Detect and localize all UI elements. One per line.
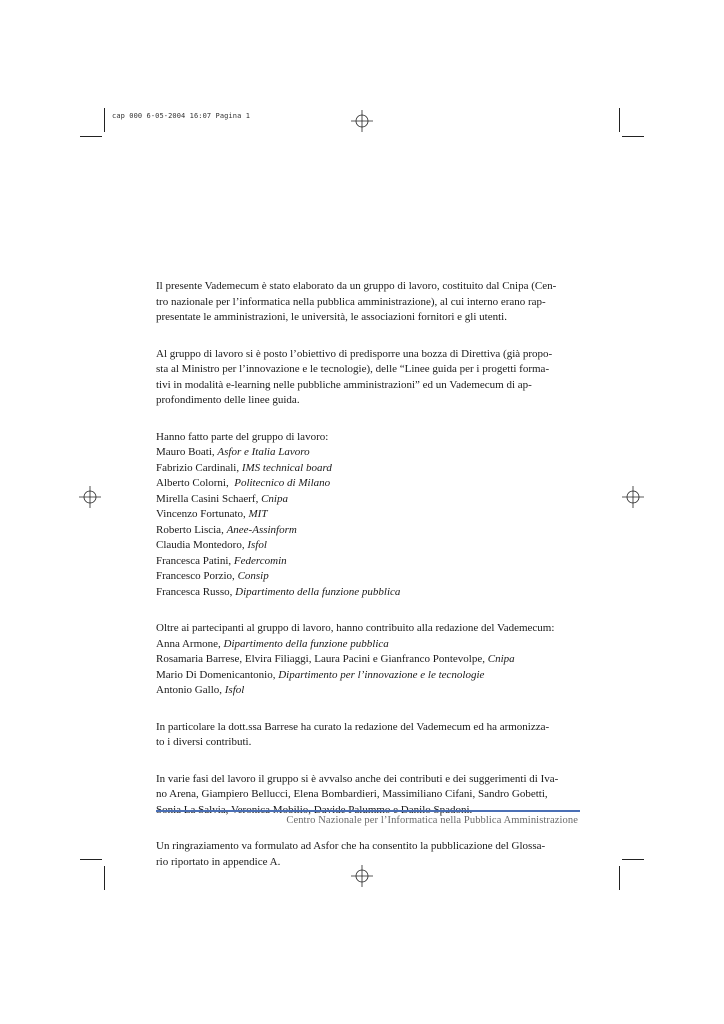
text-line: presentate le amministrazioni, le università, le associazioni fornitori e gli utenti.	[156, 311, 507, 323]
member-organization: Cnipa	[261, 492, 288, 505]
text-line: Il presente Vademecum è stato elaborato da un gruppo di lavoro, costituito dal Cnipa (Cen-	[156, 280, 557, 292]
text-line: no Arena, Giampiero Bellucci, Elena Bombardieri, Massimiliano Cifani, Sandro Gobetti,	[156, 788, 548, 800]
page-body	[156, 279, 580, 870]
crop-mark-bottom-left-horizontal	[80, 859, 102, 860]
member-organization: MIT	[248, 508, 268, 520]
footer-text: Centro Nazionale per l’Informatica nella Pubblica Amministrazione	[286, 815, 578, 826]
member-organization: Isfol	[247, 539, 267, 551]
text-line: In particolare la dott.ssa Barrese ha curato la redazione del Vademecum ed ha armonizza-	[156, 720, 550, 733]
text-line: rio riportato in appendice A.	[156, 855, 281, 868]
member-entry	[156, 585, 580, 601]
crop-mark-top-right-vertical	[619, 108, 620, 132]
text-line: Un ringraziamento va formulato ad Asfor che ha consentito la pubblicazione del Glossa-	[156, 840, 546, 852]
member-entry	[156, 538, 580, 554]
member-organization: Asfor e Italia Lavoro	[217, 446, 310, 458]
registration-mark-right-icon	[622, 486, 644, 508]
member-entry	[156, 461, 580, 477]
member-entry	[156, 476, 580, 492]
thanks-paragraph	[156, 839, 580, 870]
print-slug: cap 000 6-05-2004 16:07 Pagina 1	[112, 112, 251, 120]
member-name: Mirella Casini Schaerf,	[156, 492, 262, 505]
contributor-organization: Dipartimento della funzione pubblica	[223, 637, 389, 650]
member-entry	[156, 569, 580, 585]
contributor-name: Anna Armone,	[156, 637, 224, 650]
text-line: tivi in modalità e-learning nelle pubbliche amministrazioni” ed un Vademecum di ap-	[156, 378, 532, 391]
member-name: Roberto Liscia,	[156, 523, 227, 536]
member-organization: Dipartimento della funzione pubblica	[235, 585, 401, 598]
member-entry	[156, 507, 580, 523]
text-line: In varie fasi del lavoro il gruppo si è avvalso anche dei contributi e dei suggerimenti di Iva-	[156, 772, 559, 785]
contributor-organization: Dipartimento per l’innovazione e le tecnologie	[278, 668, 485, 681]
intro-paragraph	[156, 279, 580, 326]
member-entry	[156, 445, 580, 461]
crop-mark-top-right-horizontal	[622, 136, 644, 137]
member-organization: Anee-Assinform	[226, 523, 297, 536]
contributor-entry	[156, 683, 580, 699]
contributor-name: Mario Di Domenicantonio,	[156, 668, 279, 681]
contributor-name: Antonio Gallo,	[156, 684, 225, 696]
crop-mark-top-left-vertical	[104, 108, 105, 132]
member-name: Francesca Patini,	[156, 554, 234, 567]
member-entry	[156, 492, 580, 508]
member-name: Fabrizio Cardinali,	[156, 461, 242, 474]
member-organization: IMS technical board	[241, 461, 332, 474]
members-list	[156, 430, 580, 601]
text-line: to i diversi contributi.	[156, 736, 252, 748]
text-line: tro nazionale per l’informatica nella pubblica amministrazione), al cui interno erano rap-	[156, 295, 546, 308]
text-line: sta al Ministro per l’innovazione e le tecnologie), delle “Linee guida per i progetti forma-	[156, 363, 550, 375]
crop-mark-top-left-horizontal	[80, 136, 102, 137]
member-name: Francesco Porzio,	[156, 570, 238, 582]
contributor-organization: Isfol	[224, 684, 245, 696]
contributors-intro: Oltre ai partecipanti al gruppo di lavoro, hanno contribuito alla redazione del Vademecum:	[156, 622, 555, 634]
contributor-name: Rosamaria Barrese, Elvira Filiaggi, Laura Pacini e Gianfranco Pontevolpe,	[156, 653, 488, 665]
contributor-entry	[156, 637, 580, 653]
member-organization: Consip	[237, 570, 269, 582]
crop-mark-bottom-right-horizontal	[622, 859, 644, 860]
member-name: Mauro Boati,	[156, 446, 218, 458]
footer-rule	[156, 810, 580, 812]
member-name: Claudia Montedoro,	[156, 539, 248, 551]
members-intro: Hanno fatto parte del gruppo di lavoro:	[156, 430, 329, 443]
contributor-entry	[156, 668, 580, 684]
member-entry	[156, 554, 580, 570]
contributors-list	[156, 621, 580, 699]
member-name: Vincenzo Fortunato,	[156, 508, 249, 520]
member-organization: Federcomin	[233, 554, 287, 567]
registration-mark-top-icon	[351, 110, 373, 132]
crop-mark-bottom-left-vertical	[104, 866, 105, 890]
member-name: Francesca Russo,	[156, 585, 236, 598]
member-entry	[156, 523, 580, 539]
text-line: Al gruppo di lavoro si è posto l’obiettivo di predisporre una bozza di Direttiva (già propo-	[156, 347, 553, 360]
editor-paragraph	[156, 720, 580, 751]
contributor-organization: Cnipa	[487, 653, 515, 665]
member-name: Alberto Colorni,	[156, 477, 235, 489]
objective-paragraph	[156, 347, 580, 409]
text-line: profondimento delle linee guida.	[156, 394, 300, 406]
crop-mark-bottom-right-vertical	[619, 866, 620, 890]
contributor-entry	[156, 652, 580, 668]
registration-mark-left-icon	[79, 486, 101, 508]
member-organization: Politecnico di Milano	[234, 477, 331, 489]
